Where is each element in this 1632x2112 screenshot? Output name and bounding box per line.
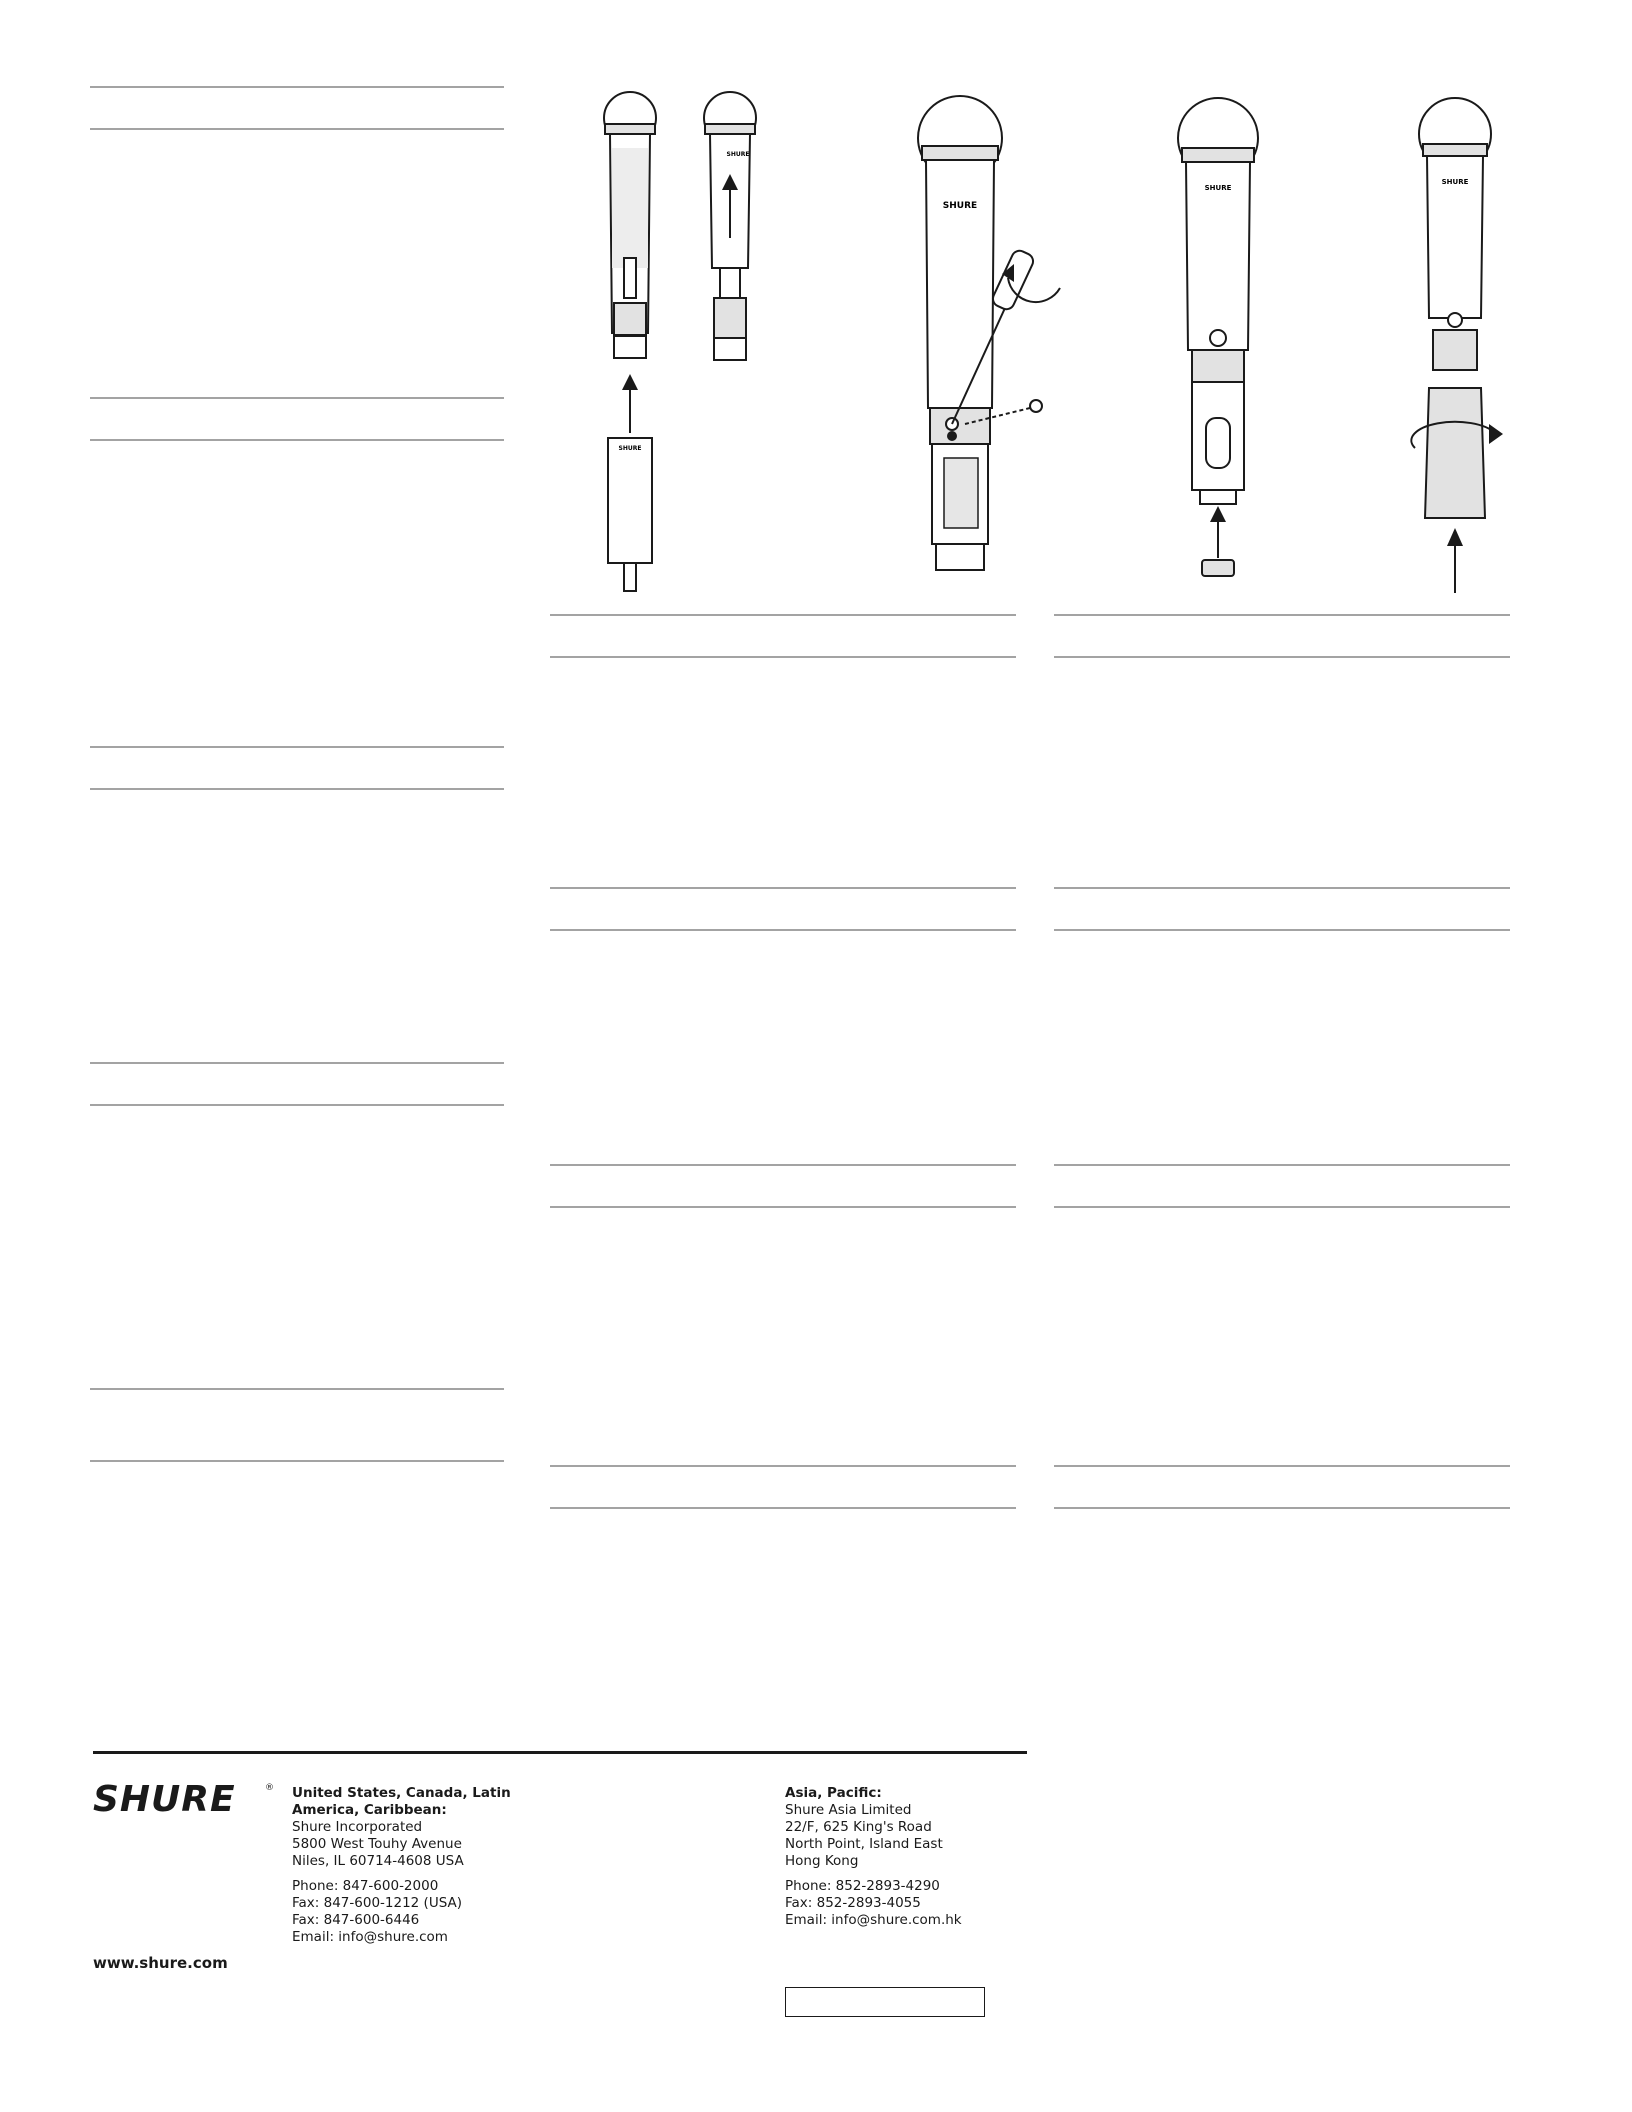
fax: Fax: 847-600-6446 [292, 1912, 420, 1928]
section-rule [90, 1460, 504, 1462]
section-rule [90, 788, 504, 790]
section-rule [1054, 1465, 1510, 1467]
section-rule [1054, 887, 1510, 889]
section-rule [550, 887, 1016, 889]
section-rule [90, 1104, 504, 1106]
section-rule [550, 1507, 1016, 1509]
phone: Phone: 847-600-2000 [292, 1878, 439, 1894]
address-heading: America, Caribbean: [292, 1802, 447, 1818]
company-name: Shure Incorporated [292, 1819, 423, 1835]
section-rule [90, 397, 504, 399]
svg-text:SHURE: SHURE [942, 201, 978, 211]
svg-text:®: ® [265, 1783, 274, 1793]
part-number-box [785, 1987, 985, 2017]
section-rule [550, 1465, 1016, 1467]
address-heading: United States, Canada, Latin [292, 1785, 511, 1801]
illustration-screwdriver [890, 88, 1080, 578]
svg-text:SHURE: SHURE [726, 151, 750, 158]
phone: Phone: 852-2893-4290 [785, 1878, 940, 1894]
section-rule [90, 746, 504, 748]
section-rule [1054, 929, 1510, 931]
website-link[interactable]: www.shure.com [93, 1954, 228, 1972]
section-rule [1054, 656, 1510, 658]
address-asia [785, 1785, 962, 1929]
district-address: North Point, Island East [785, 1836, 943, 1852]
section-rule [90, 128, 504, 130]
fax: Fax: 852-2893-4055 [785, 1895, 921, 1911]
section-rule [550, 1206, 1016, 1208]
street-address: 5800 West Touhy Avenue [292, 1836, 462, 1852]
street-address: 22/F, 625 King's Road [785, 1819, 932, 1835]
email: Email: info@shure.com [292, 1929, 448, 1945]
section-rule [1054, 1507, 1510, 1509]
footer-rule [93, 1751, 1027, 1754]
illustration-insert-module [580, 88, 780, 598]
address-americas [292, 1785, 511, 1946]
shure-logo [93, 1778, 273, 1818]
fax: Fax: 847-600-1212 (USA) [292, 1895, 463, 1911]
section-rule [550, 614, 1016, 616]
city-address: Niles, IL 60714-4608 USA [292, 1853, 464, 1869]
company-name: Shure Asia Limited [785, 1802, 912, 1818]
svg-text:SHURE: SHURE [618, 445, 642, 452]
city-address: Hong Kong [785, 1853, 859, 1869]
svg-text:SHURE: SHURE [1204, 184, 1232, 192]
section-rule [1054, 1164, 1510, 1166]
section-rule [90, 1388, 504, 1390]
svg-text:SHURE: SHURE [93, 1779, 236, 1820]
address-heading: Asia, Pacific: [785, 1785, 882, 1801]
section-rule [550, 656, 1016, 658]
section-rule [90, 1062, 504, 1064]
section-rule [550, 1164, 1016, 1166]
section-rule [90, 439, 504, 441]
section-rule [1054, 614, 1510, 616]
section-rule [90, 86, 504, 88]
illustration-battery-cap [1170, 88, 1280, 578]
svg-text:SHURE: SHURE [1441, 178, 1469, 186]
section-rule [550, 929, 1016, 931]
email: Email: info@shure.com.hk [785, 1912, 962, 1928]
section-rule [1054, 1206, 1510, 1208]
illustration-twist-cup [1395, 88, 1525, 598]
